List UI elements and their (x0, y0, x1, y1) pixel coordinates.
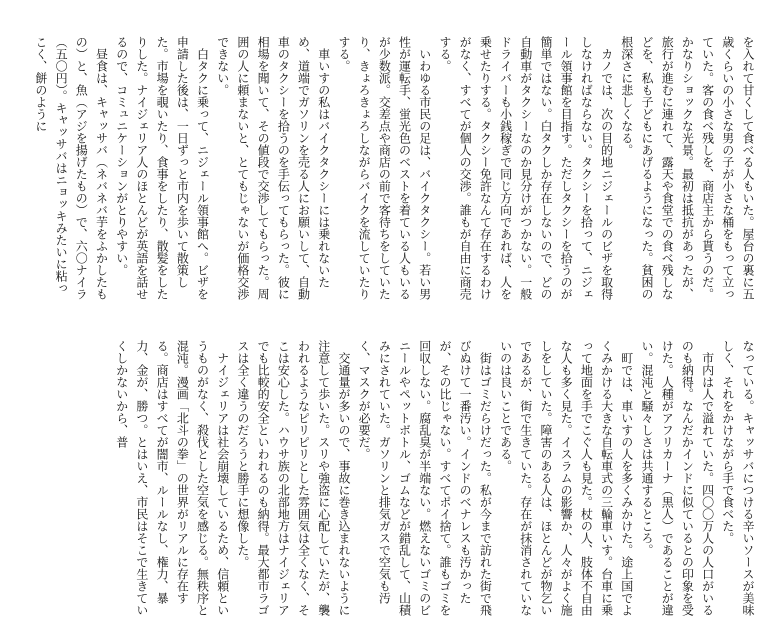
paragraph: 市内は人で溢れていた。四〇〇万人の人口がいるのも納得。なんだかインドに似ているとの印象を受けた。人種がアフリカーナ（黒人）であることが違い。混沌と騒々しさは共通するところ。 (639, 340, 715, 616)
paragraph: ナイジェリアは社会崩壊しているため、信頼というものがなく、殺伐とした空気を感じる。無秩序と混沌。漫画「北斗の拳」の世界がリアルに存在する。商店はすべてが闇市、ルールなし、権力、暴力、金が、勝つ。とはいえ、市民はそこで生きていくしかないから、普 (114, 340, 230, 616)
paragraph: を入れて甘くして食べる人もいた。屋台の裏に五歳くらいの小さな男の子が小さな桶をもって立っていた。客の食べ残しを、商店主から貰うのだ。かなりショックな光景。最初は抵抗があったが、旅行が進むに連れて、露天や食堂での食べ残しなどを、私も子どもにあげるようになった。貧困の根深さに悲しくなる。 (619, 36, 755, 300)
paragraph: 町では、車いすの人を多くみかけた。途上国でよくみかける大きな自転車式の三輪車いす。台車に乗って地面を手でこぐ人も見た。杖の人、肢体不自由な人も多く見た。イスラムの影響か、人々がよく施しをしていた。障害のある人は、ほとんどが物乞いであるが、街で生きていた。存在が抹消されていないのは良いことである。 (498, 340, 634, 616)
paragraph: 昼食は、キャッサバ（ネバネバ芋をふかしたもの）と、魚（アジを揚げたもの）で、六〇ナイラ（五〇円）。キャッサバはニョッキみたいに粘っこく、餅のように (33, 36, 109, 300)
upper-text-block (14, 36, 758, 304)
paragraph: 交通量が多いので、事故に巻き込まれないように注意して歩いた。スリや強盗に心配していたが、襲われるようなピリピリとした雰囲気は全くなく、そこは安心した。ハウサ族の北部地方はナイジェリアでも比較的安全といわれるのも納得。最大都市ラゴスは全く違うのだろうと勝手に想像した。 (235, 340, 351, 616)
paragraph: なっている。キャッサバにつける辛いソースが美味しく、それをかけながら手で食べた。 (720, 340, 755, 616)
lower-text-block (14, 340, 758, 618)
paragraph: 街はゴミだらけだった。私が今まで訪れた街で飛びぬけて一番汚い。インドのベナレスも汚かったが、その比じゃない。すべてポイ捨て。誰もゴミを回収しない。腐乱臭が半端ない。燃えないゴミのビニールやペットボトル、ゴムなどが錯乱して、山積みにされていた。ガソリンと排気ガスで空気も汚く、マスクが必要だ。 (357, 340, 493, 616)
paragraph: カノでは、次の目的地ニジェールのビザを取得しなければならない。タクシーを拾って、ニジェール領事館を目指す。ただしタクシーを拾うのが簡単ではない。白タクしか存在しないので、どの自動車がタクシーなのか見分けがつかない。一般ドライバーも小銭稼ぎで同じ方向であれば、人を乗せたりする。タクシー免許なんて存在するわけがなく、すべてが個人の交渉。誰もが自由に商売する。 (437, 36, 614, 300)
paragraph: いわゆる市民の足は、バイクタクシー。若い男性が運転手、蛍光色のベストを着ている人もいるが少数派。交差点や商店の前で客待ちをしていたり、きょろきょろしながらバイクを流していたりする。 (336, 36, 432, 300)
paragraph: 車いすの私はバイクタクシーには乗れないため、道端でガソリンを売る人にお願いして、自動車のタクシーを拾うのを手伝ってもらった。彼に相場を聞いて、その値段で交渉してもらった。周囲の人に頼まないと、とてもじゃないが価格交渉できない。 (215, 36, 331, 300)
paragraph: 白タクに乗って、ニジェール領事館へ。ビザを申請した後は、一日ずっと市内を歩いて散策した。市場を覗いたり、食事をしたり、散髪をしたりした。ナイジェリア人のほとんどが英語を話せるので、コミュニケーションがとりやすい。 (114, 36, 210, 300)
